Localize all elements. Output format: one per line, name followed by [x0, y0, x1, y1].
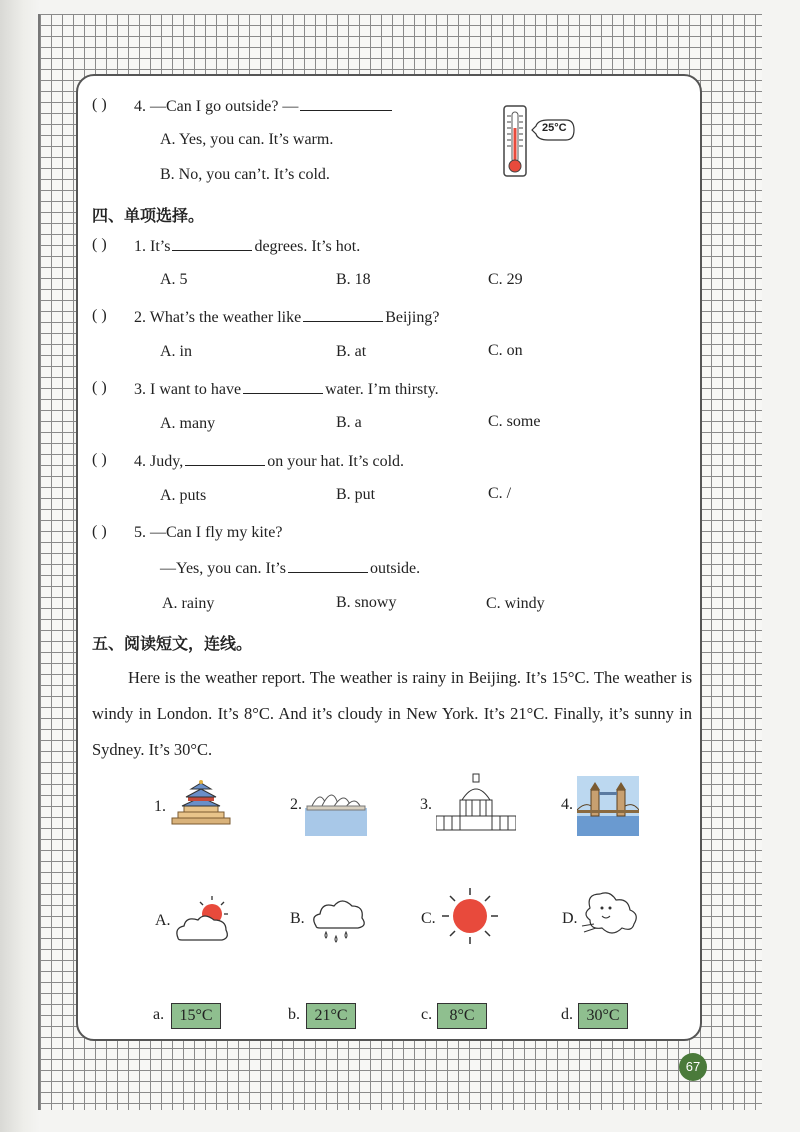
option-a: A. puts: [160, 487, 207, 504]
question-stem: 1. It’s: [134, 238, 171, 255]
temperature-box[interactable]: 15°C: [171, 1003, 221, 1029]
book-spine: [0, 0, 40, 1132]
question-line: [134, 96, 394, 117]
option-b: B. at: [336, 343, 367, 360]
weather-letter: B.: [290, 910, 305, 927]
question-line: 5. —Can I fly my kite?: [134, 524, 283, 541]
question-line: [134, 236, 360, 257]
answer-blank[interactable]: [300, 96, 392, 111]
weather-letter: C.: [421, 910, 436, 927]
option-c: C. 29: [488, 271, 523, 288]
temperature-box[interactable]: 8°C: [437, 1003, 487, 1029]
answer-blank[interactable]: [185, 451, 265, 466]
option-a: A. in: [160, 343, 192, 360]
capitol-building-icon[interactable]: [436, 772, 516, 832]
option-b: B. No, you can’t. It’s cold.: [160, 166, 330, 183]
page-number-badge: 67: [679, 1053, 707, 1081]
question-stem-end: Beijing?: [385, 309, 440, 326]
question-stem: 3. I want to have: [134, 381, 242, 398]
rainy-icon[interactable]: [310, 890, 368, 946]
temple-of-heaven-icon[interactable]: [170, 780, 232, 826]
picture-number: 1.: [154, 798, 166, 815]
question-stem-end: water. I’m thirsty.: [325, 381, 439, 398]
option-c: C. some: [488, 413, 541, 430]
question-stem: —Yes, you can. It’s: [160, 560, 286, 577]
weather-letter: D.: [562, 910, 578, 927]
option-b: B. put: [336, 486, 376, 503]
section-four-title: 四、单项选择。: [92, 206, 205, 225]
question-stem-end: on your hat. It’s cold.: [267, 453, 405, 470]
tower-bridge-icon[interactable]: [577, 776, 639, 836]
option-a: A. rainy: [162, 595, 215, 612]
answer-paren[interactable]: ( ): [92, 96, 107, 113]
option-b: B. a: [336, 414, 362, 431]
temperature-box[interactable]: 30°C: [578, 1003, 628, 1029]
answer-blank[interactable]: [303, 307, 383, 322]
option-a: A. 5: [160, 271, 188, 288]
question-stem-end: outside.: [369, 560, 421, 577]
answer-paren[interactable]: ( ): [92, 236, 107, 253]
question-line-2: [160, 558, 420, 579]
picture-number: 4.: [561, 796, 573, 813]
temp-letter: a.: [153, 1006, 165, 1023]
section-five-title: 五、阅读短文，连线。: [92, 634, 253, 653]
weather-letter: A.: [155, 912, 171, 929]
picture-number: 3.: [420, 796, 432, 813]
thermometer-label: 25°C: [542, 122, 567, 134]
question-stem: 4. Judy,: [134, 453, 184, 470]
answer-paren[interactable]: ( ): [92, 307, 107, 324]
option-b: B. snowy: [336, 594, 397, 611]
answer-blank[interactable]: [288, 558, 368, 573]
question-stem: 4. —Can I go outside? —: [134, 98, 299, 115]
thermometer-illustration: [502, 104, 578, 178]
temp-letter: c.: [421, 1006, 433, 1023]
option-a: A. many: [160, 415, 216, 432]
option-b: B. 18: [336, 271, 371, 288]
question-line: [134, 379, 439, 400]
cloudy-icon[interactable]: [172, 890, 236, 944]
answer-paren[interactable]: ( ): [92, 379, 107, 396]
windy-icon[interactable]: [580, 888, 642, 944]
option-c: C. /: [488, 485, 512, 502]
answer-blank[interactable]: [172, 236, 252, 251]
temp-letter: d.: [561, 1006, 573, 1023]
thermometer-icon: [502, 104, 578, 178]
picture-number: 2.: [290, 796, 302, 813]
temp-letter: b.: [288, 1006, 300, 1023]
temperature-box[interactable]: 21°C: [306, 1003, 356, 1029]
question-stem-end: degrees. It’s hot.: [254, 238, 361, 255]
answer-paren[interactable]: ( ): [92, 523, 107, 540]
reading-passage: Here is the weather report. The weather is rainy in Beijing. It’s 15°C. The weather is windy in London. It’s 8°C. And it’s cloudy in New York. It’s 21°C. Finally, it’s sunny in Sydney. It’s 30°C.: [92, 668, 692, 759]
option-c: C. on: [488, 342, 523, 359]
sunny-icon[interactable]: [440, 886, 500, 946]
option-a: A. Yes, you can. It’s warm.: [160, 131, 334, 148]
question-line: [134, 307, 439, 328]
option-c: C. windy: [486, 595, 545, 612]
answer-paren[interactable]: ( ): [92, 451, 107, 468]
question-stem: 2. What’s the weather like: [134, 309, 302, 326]
answer-blank[interactable]: [243, 379, 323, 394]
sydney-opera-house-icon[interactable]: [305, 778, 367, 836]
question-line: [134, 451, 404, 472]
